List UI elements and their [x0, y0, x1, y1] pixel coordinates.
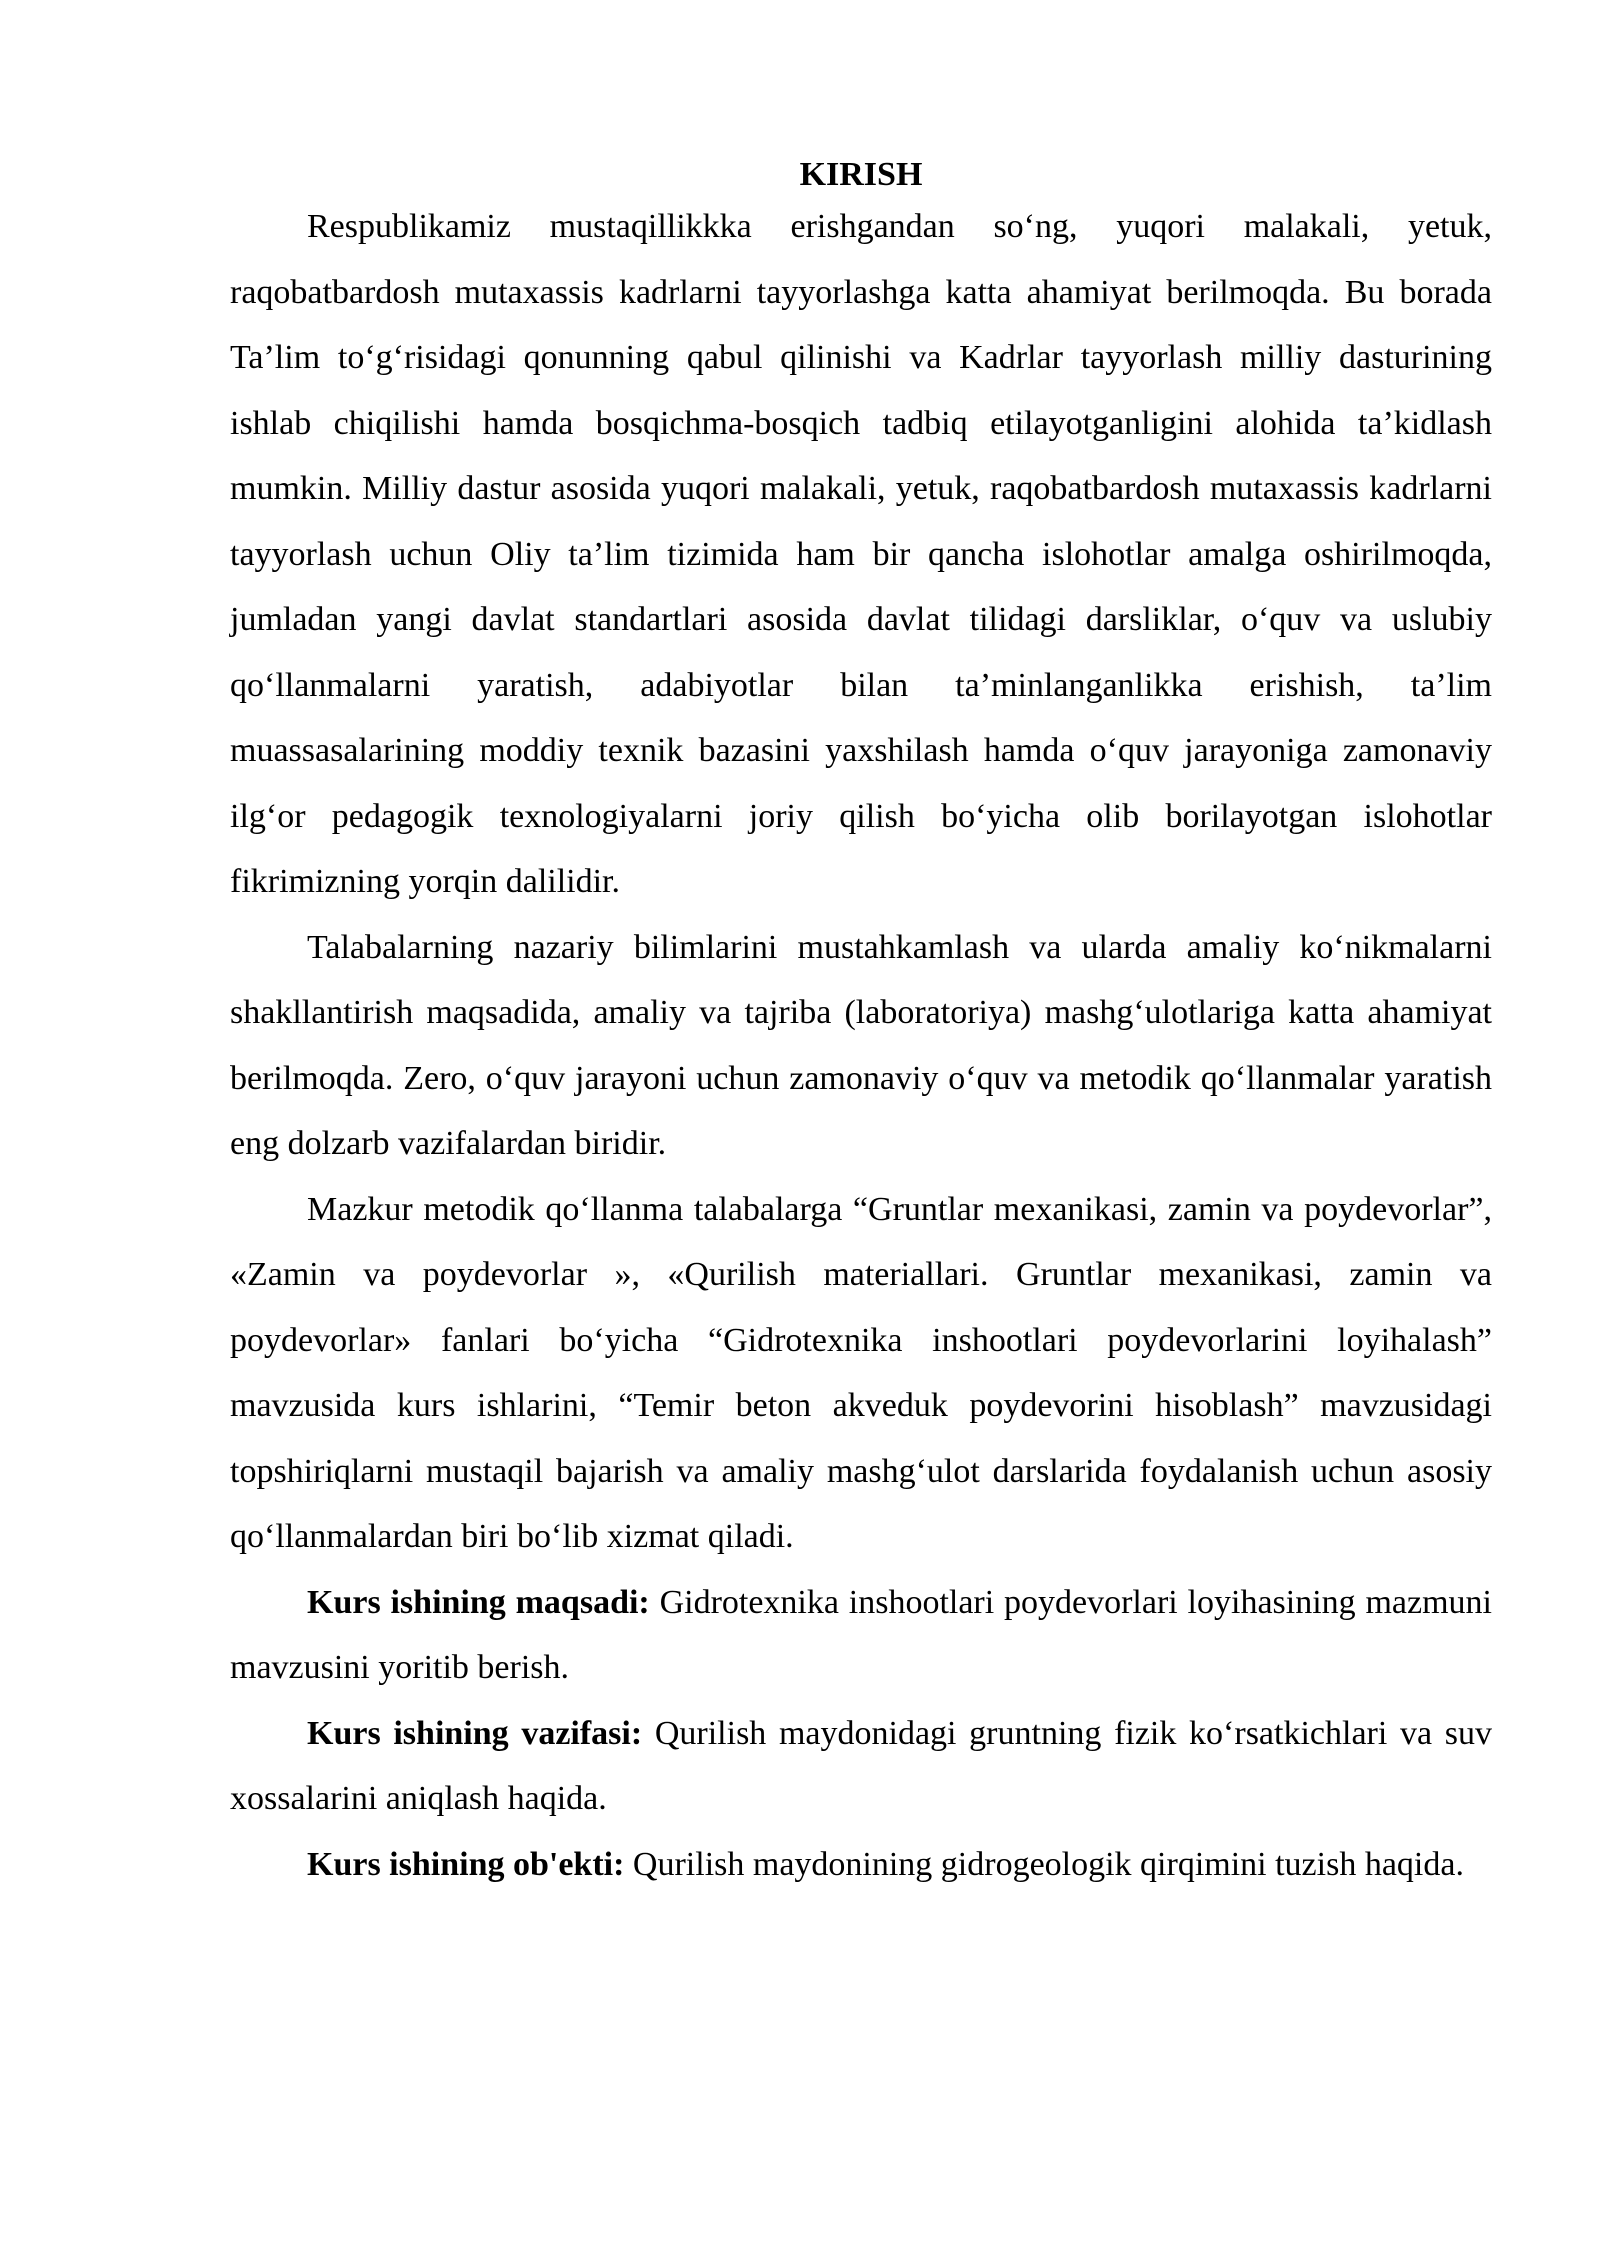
page-title: KIRISH — [799, 156, 923, 193]
paragraph-students: Talabalarning nazariy bilimlarini mustahkamlash va ularda amaliy ko‘nikmalarni shakllantirish maqsadida, amaliy va tajriba (laboratoriya) mashg‘ulotlariga katta ahamiyat berilmoqda. Zero, o‘quv jarayoni uchun zamonaviy o‘quv va metodik qo‘llanmalar yaratish eng dolzarb vazifalardan biridir. — [230, 928, 1492, 1162]
goal-label: Kurs ishining maqsadi: — [307, 1583, 650, 1621]
object-text: Qurilish maydonining gidrogeologik qirqimini tuzish haqida. — [624, 1845, 1464, 1883]
task-label: Kurs ishining vazifasi: — [307, 1714, 643, 1752]
paragraph-object — [230, 1832, 1492, 1898]
paragraph-intro: Respublikamiz mustaqillikkka erishgandan so‘ng, yuqori malakali, yetuk, raqobatbardosh mutaxassis kadrlarni tayyorlashga katta ahamiyat berilmoqda. Bu borada Ta’lim to‘g‘risidagi qonunning qabul qilinishi va Kadrlar tayyorlash milliy dasturining ishlab chiqilishi hamda bosqichma-bosqich tadbiq etilayotganligini alohida ta’kidlash mumkin. Milliy dastur asosida yuqori malakali, yetuk, raqobatbardosh mutaxassis kadrlarni tayyorlash uchun Oliy ta’lim tizimida ham bir qancha islohotlar amalga oshirilmoqda, jumladan yangi davlat standartlari asosida davlat tilidagi darsliklar, o‘quv va uslubiy qo‘llanmalarni yaratish, adabiyotlar bilan ta’minlanganlikka erishish, ta’lim muassasalarining moddiy texnik bazasini yaxshilash hamda o‘quv jarayoniga zamonaviy ilg‘or pedagogik texnologiyalarni joriy qilish bo‘yicha olib borilayotgan islohotlar fikrimizning yorqin dalilidir. — [230, 208, 1492, 900]
paragraph-manual: Mazkur metodik qo‘llanma talabalarga “Gruntlar mexanikasi, zamin va poydevorlar”, «Zamin va poydevorlar », «Qurilish materiallari. Gruntlar mexanikasi, zamin va poydevorlar» fanlari bo‘yicha “Gidrotexnika inshootlari poydevorlarini loyihalash” mavzusida kurs ishlarini, “Temir beton akveduk poydevorini hisoblash” mavzusidagi topshiriqlarni mustaqil bajarish va amaliy mashg‘ulot darslarida foydalanish uchun asosiy qo‘llanmalardan biri bo‘lib xizmat qiladi. — [230, 1190, 1492, 1555]
document-body — [230, 148, 1492, 1897]
paragraph-goal — [230, 1570, 1492, 1701]
paragraph-task — [230, 1701, 1492, 1832]
goal-text: Gidrotexnika inshootlari poydevorlari loyihasining mazmuni mavzusini yoritib berish. — [230, 1583, 1492, 1686]
task-text: Qurilish maydonidagi gruntning fizik ko‘rsatkichlari va suv xossalarini aniqlash haqida. — [230, 1714, 1492, 1817]
object-label: Kurs ishining ob'ekti: — [307, 1845, 625, 1883]
